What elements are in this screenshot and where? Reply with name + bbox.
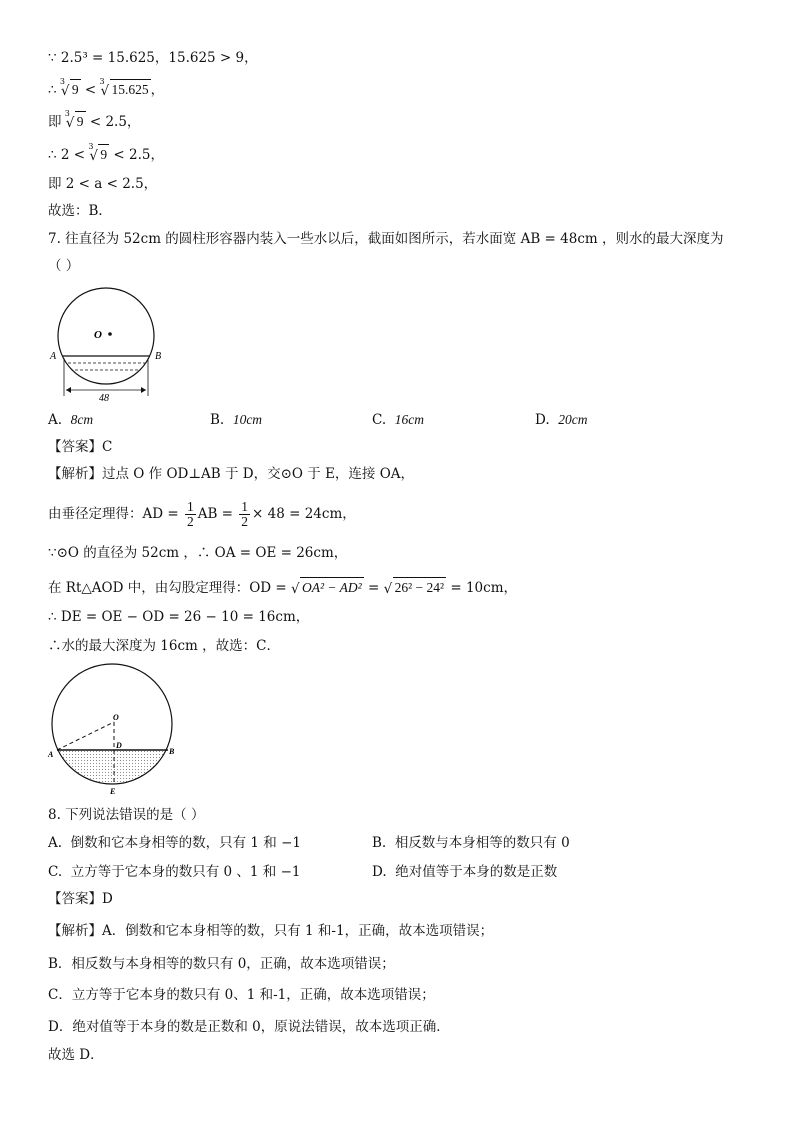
cube-root-9: 3 √ 9: [88, 142, 108, 164]
fraction-half: $\frac{1}{2}$: [241, 499, 249, 529]
q7-analysis-5: ∴ DE = OE − OD = 26 − 10 = 16cm，: [48, 609, 310, 625]
sqrt-26-24: √ 26² − 24²: [384, 577, 446, 598]
fraction-half: $\frac{1}{2}$: [186, 499, 194, 529]
fig1-label-a: A: [50, 351, 57, 362]
q8-answer: 【答案】D: [48, 891, 113, 907]
line4-prefix: ∴ 2 <: [48, 147, 90, 163]
q7-option-b: B. 10cm: [210, 412, 263, 428]
solution-line-1: ∵ 2.5³ = 15.625，15.625 > 9，: [48, 50, 258, 66]
q7-figure-1: [44, 286, 172, 406]
q8-option-d: D. 绝对值等于本身的数是正数: [372, 864, 558, 880]
q7-answer: 【答案】C: [48, 439, 113, 455]
cube-root-9: 3 √ 9: [64, 109, 84, 131]
fig2-label-a: A: [48, 750, 54, 759]
line3-tail: < 2.5，: [85, 114, 141, 130]
less-than: <: [80, 82, 101, 98]
q8-analysis-a: 【解析】A．倒数和它本身相等的数，只有 1 和-1，正确，故本选项错误；: [48, 923, 494, 939]
fig1-label-width: 48: [99, 393, 109, 404]
q8-option-b: B. 相反数与本身相等的数只有 0: [372, 835, 570, 851]
cube-root-9: 3 √ 9: [59, 77, 79, 99]
solution-line-2: [48, 79, 164, 100]
line2-tail: ，: [150, 82, 165, 98]
q7-analysis-4: 在 Rt△AOD 中，由勾股定理得：OD = √ OA² − AD² = √ 26² − 24² = 10cm，: [48, 577, 517, 598]
fig2-label-d: D: [116, 741, 122, 750]
fig2-label-e: E: [110, 787, 116, 796]
fig2-label-b: B: [169, 747, 175, 756]
q8-analysis-d: D．绝对值等于本身的数是正数和 0，原说法错误，故本选项正确．: [48, 1019, 450, 1035]
solution-line-6: 故选：B．: [48, 203, 112, 219]
fig1-label-o: O: [94, 329, 102, 341]
sqrt-oa-ad: √ OA² − AD²: [291, 577, 364, 598]
q7-option-d: D. 20cm: [535, 412, 588, 428]
solution-line-3: [48, 111, 140, 132]
q8-analysis-b: B．相反数与本身相等的数只有 0，正确，故本选项错误；: [48, 956, 395, 972]
q7-analysis-1: 【解析】过点 O 作 OD⊥AB 于 D，交⊙O 于 E，连接 OA，: [48, 466, 415, 482]
cube-root-15625: 3 √ 15.625: [99, 77, 149, 99]
q7-option-a: A. 8cm: [48, 412, 94, 428]
q7-stem-line-2: （ ）: [48, 258, 80, 274]
q7-figure-2: [44, 660, 180, 800]
q7-stem-line-1: 7. 往直径为 52cm 的圆柱形容器内装入一些水以后，截面如图所示，若水面宽 AB = 48cm ，则水的最大深度为: [48, 231, 724, 247]
q8-option-a: A. 倒数和它本身相等的数，只有 1 和 −1: [48, 835, 302, 851]
q8-analysis-c: C．立方等于它本身的数只有 0、1 和-1，正确，故本选项错误；: [48, 987, 435, 1003]
fig2-label-o: O: [113, 713, 119, 722]
q7-option-c: C. 16cm: [372, 412, 424, 428]
line2-prefix: ∴: [48, 82, 61, 98]
line4-tail: < 2.5，: [109, 147, 164, 163]
solution-line-4: [48, 144, 164, 165]
solution-line-5: 即 2 < a < 2.5，: [48, 176, 158, 192]
q8-conclusion: 故选 D．: [48, 1047, 104, 1063]
q7-analysis-6: ∴水的最大深度为 16cm ，故选：C．: [48, 638, 280, 654]
q7-analysis-2: 由垂径定理得：AD = $\frac{1}{2}$ AB = $\frac{1}{2}$ × 48 = 24cm，: [48, 499, 356, 529]
fig1-label-b: B: [155, 351, 162, 362]
q8-stem: 8. 下列说法错误的是（ ）: [48, 807, 205, 823]
q7-analysis-3: ∵⊙O 的直径为 52cm ，∴ OA = OE = 26cm，: [48, 545, 348, 561]
line3-prefix: 即: [48, 114, 66, 130]
q8-option-c: C. 立方等于它本身的数只有 0 、1 和 −1: [48, 864, 301, 880]
